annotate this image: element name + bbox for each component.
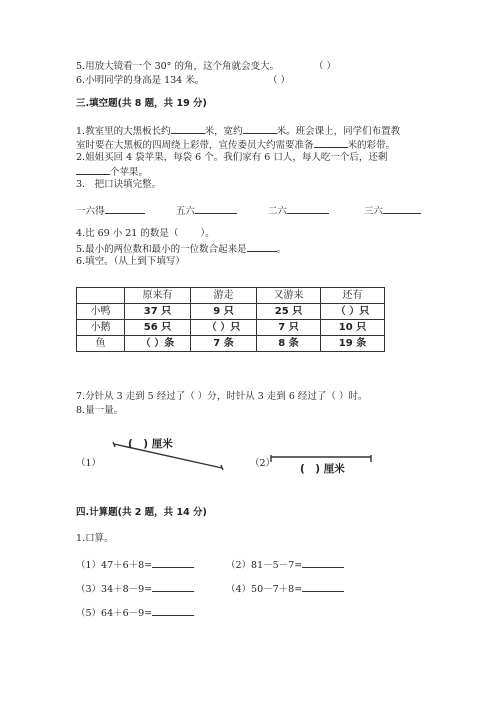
q5-text-b: 。 (276, 244, 287, 255)
fill-question-5 (76, 242, 286, 256)
fill-question-3: 3. 把口诀填完整。 (76, 179, 162, 190)
fill-question-2-line-1: 2.姐姐买回 4 袋苹果，每袋 6 个。我们家有 6 口人，每人吃一个后，还剩 (76, 152, 388, 163)
answer-blank[interactable] (195, 204, 237, 214)
calc-item-2 (226, 558, 344, 572)
table-header-cell: 原来有 (125, 288, 191, 304)
q1-text-a: 1.教室里的大黑板长约 (76, 126, 171, 137)
q4-text-a: 4.比 69 小 21 的数是（ (76, 228, 179, 239)
answer-blank[interactable] (76, 165, 110, 175)
table-header-cell (77, 288, 125, 304)
answer-blank[interactable] (152, 558, 194, 568)
table-cell: 7 条 (191, 336, 257, 352)
table-row (77, 320, 385, 336)
answer-blank[interactable] (383, 204, 421, 214)
tf-q5-text: 5.用放大镜看一个 30° 的角，这个角就会变大。 (76, 61, 279, 72)
table-cell: 小鹅 (77, 320, 125, 336)
table-header-cell: 又游来 (257, 288, 321, 304)
koujue-text: 一六得 (76, 206, 105, 217)
tf-question-6: 6.小明同学的身高是 134 米。 (76, 75, 205, 86)
table-cell: 25 只 (257, 304, 321, 320)
calc-expression: （2）81－5－7= (226, 560, 303, 571)
section-3-title: 三.填空题(共 8 题，共 19 分) (76, 98, 207, 109)
table-row (77, 304, 385, 320)
tf-q6-paren: （ ） (268, 75, 291, 86)
table-cell: 小鸭 (77, 304, 125, 320)
koujue-text: 三六 (364, 206, 384, 217)
fill-question-2-line-2 (76, 165, 148, 179)
answer-blank[interactable] (105, 204, 145, 214)
koujue-item-1 (76, 204, 145, 218)
fill-question-7: 7.分针从 3 走到 5 经过了（ ）分，时针从 3 走到 6 经过了（ ）时。 (76, 391, 368, 402)
koujue-text: 二六 (268, 206, 288, 217)
q1-text-c: 米。班会课上，同学们布置教 (276, 126, 401, 137)
table-cell: 37 只 (125, 304, 191, 320)
q1-text-d: 室时要在大黑板的四周绕上彩带，宣传委员大约需要准备 (76, 140, 314, 151)
answer-blank[interactable] (152, 606, 194, 616)
calc-expression: （1）47＋6＋8= (76, 560, 153, 571)
fill-question-1-line-1 (76, 124, 400, 138)
koujue-text: 五六 (176, 206, 196, 217)
table-header-row (77, 288, 385, 304)
answer-blank[interactable] (302, 558, 344, 568)
fill-question-6: 6.填空。（从上到下填写） (76, 256, 185, 267)
table-cell: 19 条 (321, 336, 385, 352)
q4-text-b: ）。 (200, 228, 215, 239)
table-cell: 9 只 (191, 304, 257, 320)
calc-item-4 (226, 582, 344, 596)
calc-expression: （3）34＋8－9= (76, 584, 153, 595)
measure-text-1: ( ) 厘米 (128, 438, 173, 450)
table-cell: 鱼 (77, 336, 125, 352)
table-cell[interactable]: （ ）条 (125, 336, 191, 352)
table-row (77, 336, 385, 352)
q1-text-e: 米的彩带。 (347, 140, 396, 151)
answer-blank[interactable] (302, 582, 344, 592)
koujue-item-2 (176, 204, 237, 218)
q2-text-b: 个苹果。 (110, 167, 149, 178)
table-header-cell: 游走 (191, 288, 257, 304)
table-cell: 56 只 (125, 320, 191, 336)
calc-item-5 (76, 606, 194, 620)
table-cell[interactable]: （ ）只 (191, 320, 257, 336)
table-cell[interactable]: （ ）只 (321, 304, 385, 320)
animals-table (76, 287, 385, 352)
section-4-title: 四.计算题(共 2 题，共 14 分) (76, 507, 207, 518)
answer-blank[interactable] (287, 204, 329, 214)
koujue-item-4 (364, 204, 421, 218)
fill-question-4 (76, 228, 215, 240)
calc-expression: （5）64＋6－9= (76, 608, 153, 619)
calc-question-1: 1.口算。 (76, 533, 114, 544)
tf-q5-paren: （ ） (314, 61, 337, 72)
fill-question-1-line-2 (76, 138, 395, 152)
koujue-item-3 (268, 204, 329, 218)
answer-blank[interactable] (152, 582, 194, 592)
q1-text-b: 米，宽约 (204, 126, 243, 137)
answer-blank[interactable] (171, 124, 205, 134)
calc-item-3 (76, 582, 194, 596)
tf-question-5 (76, 61, 279, 73)
measure-text-2: ( ) 厘米 (300, 463, 345, 475)
table-header-cell: 还有 (321, 288, 385, 304)
answer-blank[interactable] (314, 138, 348, 148)
measure-label-1: （1） (76, 458, 102, 469)
answer-blank[interactable] (247, 242, 277, 252)
table-cell: 10 只 (321, 320, 385, 336)
table-cell: 7 只 (257, 320, 321, 336)
calc-item-1 (76, 558, 194, 572)
q5-text-a: 5.最小的两位数和最小的一位数合起来是 (76, 244, 247, 255)
calc-expression: （4）50－7＋8= (226, 584, 303, 595)
answer-blank[interactable] (243, 124, 277, 134)
table-cell: 8 条 (257, 336, 321, 352)
fill-question-8: 8.量一量。 (76, 405, 124, 416)
measure-label-2: （2） (250, 458, 276, 469)
measure-segment-2 (270, 455, 372, 463)
